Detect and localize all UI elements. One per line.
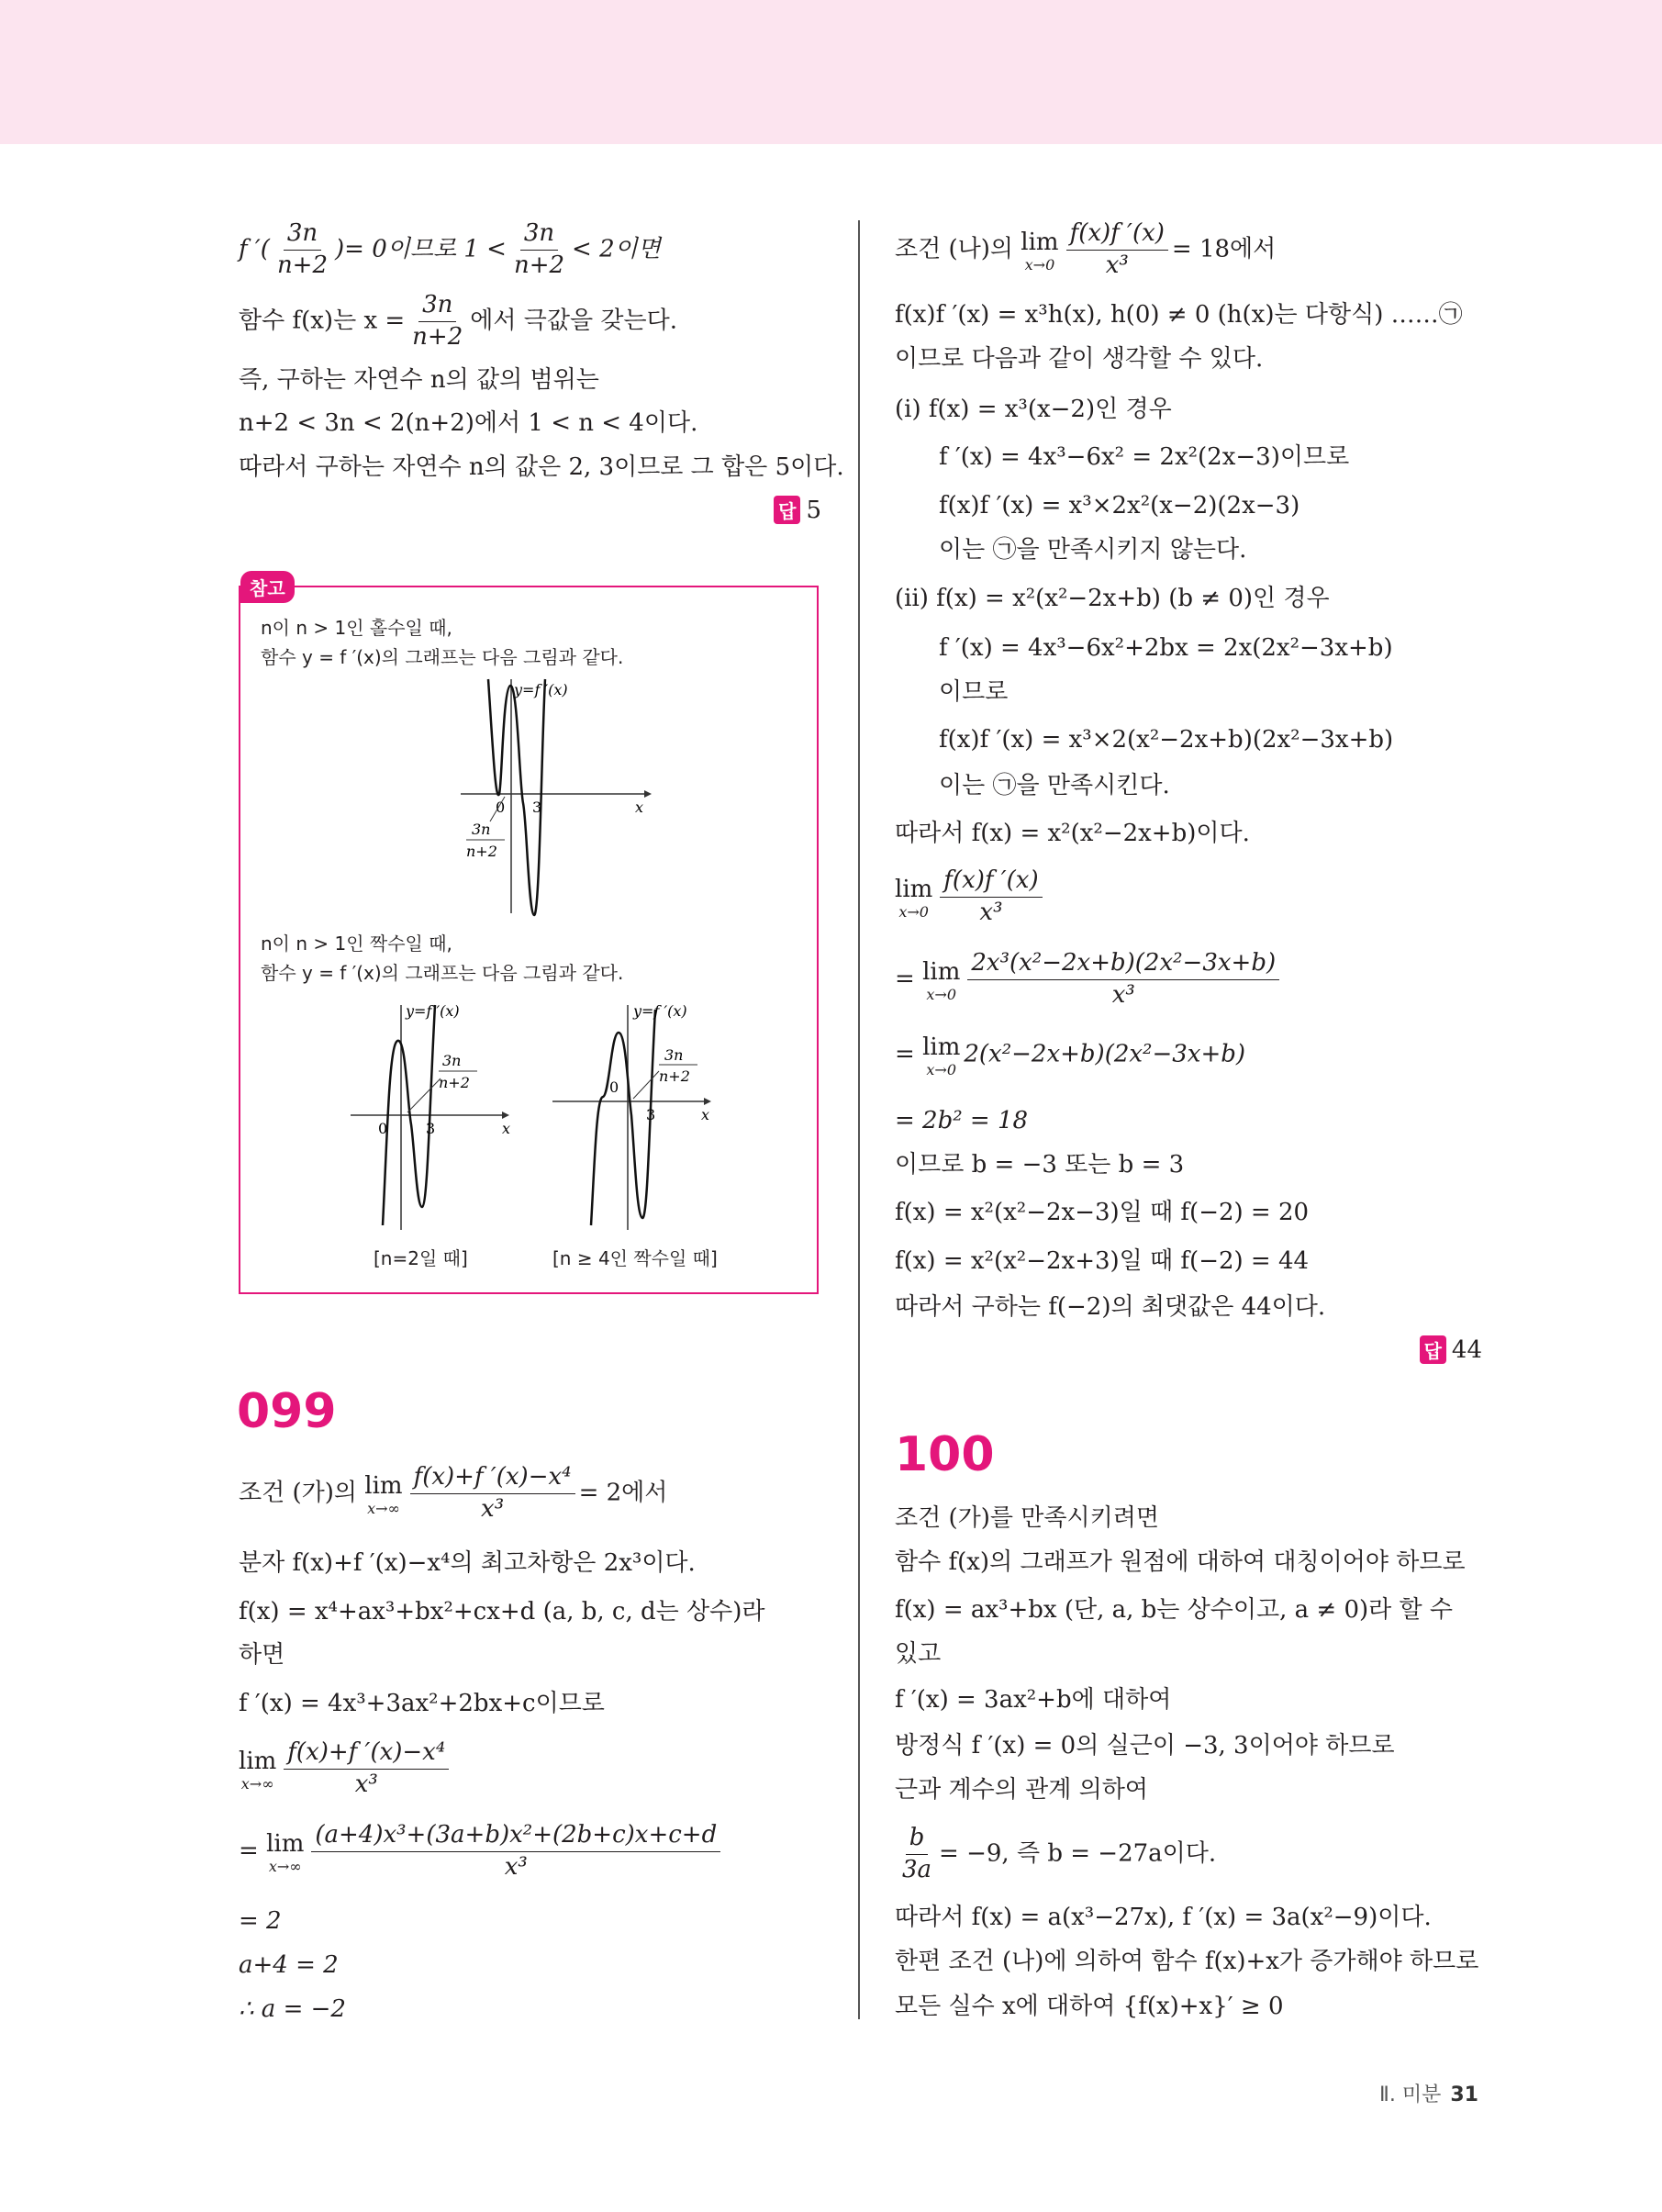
r-b-values: 이므로 b = −3 또는 b = 3	[895, 1151, 1185, 1179]
frac-num: 3n	[442, 1052, 462, 1069]
r-case1-product: f(x)f ′(x) = x³×2x²(x−2)(2x−3)	[939, 492, 1300, 519]
frac-den: n+2	[466, 843, 497, 860]
text-range: 즉, 구하는 자연수 n의 값의 범위는	[239, 366, 599, 394]
origin-label: 0	[609, 1078, 619, 1096]
p100-ratio: $\frac{b}{3a}$ = −9, 즉 b = −27a이다.	[902, 1824, 1217, 1883]
p100-condition: 조건 (가)를 만족시키려면	[895, 1504, 1159, 1532]
graph-label: y=f ′(x)	[633, 1002, 687, 1020]
r-case2-product: f(x)f ′(x) = x³×2(x²−2x+b)(2x²−3x+b)	[939, 726, 1394, 754]
p100-increasing: 한편 조건 (나)에 의하여 함수 f(x)+x가 증가해야 하므로	[895, 1948, 1479, 1975]
section-label: Ⅱ. 미분	[1379, 2084, 1442, 2106]
p099-poly: f(x) = x⁴+ax³+bx²+cx+d (a, b, c, d는 상수)라	[239, 1598, 765, 1625]
top-header-band	[0, 0, 1662, 144]
p099-then: 하면	[239, 1641, 285, 1669]
r-conclusion: 따라서 f(x) = x²(x²−2x+b)이다.	[895, 820, 1250, 847]
caption-n4: [n ≥ 4인 짝수일 때]	[552, 1247, 718, 1269]
problem-number-100: 100	[895, 1427, 995, 1482]
r-case2-ok: 이는 ㉠을 만족시킨다.	[939, 772, 1170, 799]
note-even-line2: 함수 y = f ′(x)의 그래프는 다음 그림과 같다.	[261, 962, 624, 984]
r-case2-deriv: f ′(x) = 4x³−6x²+2bx = 2x(2x²−3x+b)	[939, 634, 1393, 662]
frac-den: n+2	[659, 1067, 690, 1085]
p100-and: 있고	[895, 1640, 942, 1668]
text-inequality: n+2 < 3n < 2(n+2)에서 1 < n < 4이다.	[239, 409, 698, 437]
text-extremum: 함수 f(x)는 x = $\frac{3n}{n+2}$ 에서 극값을 갖는다.	[239, 291, 677, 351]
frac-num: 3n	[472, 821, 491, 838]
r-case2-so: 이므로	[939, 678, 1009, 706]
frac-num: 3n	[664, 1046, 684, 1064]
p099-leading-term: 분자 f(x)+f ′(x)−x⁴의 최고차항은 2x³이다.	[239, 1549, 696, 1577]
p099-a-eq: a+4 = 2	[239, 1951, 339, 1979]
x-axis-arrow	[502, 1112, 509, 1119]
graph-odd	[452, 675, 672, 922]
r-case1: (ⅰ) f(x) = x³(x−2)인 경우	[895, 396, 1172, 423]
pointer-line	[633, 1071, 659, 1099]
note-even-line1: n이 n > 1인 짝수일 때,	[261, 933, 452, 955]
r-limit: lim x→0 $\frac{f(x)f '(x)}{\text{x³}}$	[895, 867, 1046, 927]
column-divider	[858, 220, 860, 2019]
page-footer	[1379, 2079, 1478, 2107]
graph-even-n4	[552, 996, 736, 1234]
r-limit-expanded: = lim x→0 $\frac{\text{2x³(x²−2x+b)(2x²−3x+b)}}{\text{x³}}$	[895, 950, 1283, 1010]
x-label: x	[635, 799, 644, 816]
x-axis-arrow	[644, 790, 652, 798]
x-axis-arrow	[704, 1098, 711, 1105]
problem-number-099: 099	[237, 1384, 337, 1439]
r-condition: 조건 (나)의 lim x→0 $\frac{f(x)f '(x)}{\text{x³}}$ = 18에서	[895, 219, 1277, 279]
graph-label: y=f ′(x)	[406, 1002, 460, 1020]
frac-den: n+2	[439, 1074, 470, 1091]
p100-form: f(x) = ax³+bx (단, a, b는 상수이고, a ≠ 0)라 할 수	[895, 1596, 1454, 1624]
text-sum: 따라서 구하는 자연수 n의 값은 2, 3이므로 그 합은 5이다.	[239, 453, 844, 481]
note-odd-line2: 함수 y = f ′(x)의 그래프는 다음 그림과 같다.	[261, 646, 624, 668]
p099-limit: lim x→∞ $\frac{\text{f(x)+f ′(x)−x⁴}}{\text{x³}}$	[239, 1739, 452, 1799]
answer-098-right: 답 44	[1420, 1335, 1482, 1364]
x-label: x	[701, 1106, 710, 1123]
note-box	[239, 577, 819, 1294]
r-think: 이므로 다음과 같이 생각할 수 있다.	[895, 345, 1264, 373]
r-b-square: = 2b² = 18	[895, 1107, 1029, 1134]
origin-label: 0	[378, 1120, 388, 1137]
r-factor: f(x)f ′(x) = x³h(x), h(0) ≠ 0 (h(x)는 다항식) ……㉠	[895, 301, 1463, 329]
pointer-line	[407, 1078, 441, 1112]
answer-098: 답 5	[774, 496, 821, 524]
tick-3: 3	[426, 1120, 436, 1137]
p100-vieta: 근과 계수의 관계 의하여	[895, 1776, 1148, 1804]
tick-3: 3	[646, 1106, 656, 1123]
graph-label: y=f ′(x)	[514, 681, 568, 698]
r-limit-simplified: = lim x→0 2(x²−2x+b)(2x²−3x+b)	[895, 1033, 1246, 1078]
r-case1-deriv: f ′(x) = 4x³−6x² = 2x²(2x−3)이므로	[939, 443, 1350, 471]
p099-condition: 조건 (가)의 lim x→∞ $\frac{\text{f(x)+f ′(x)−x⁴}}{\text{x³}}$ = 2에서	[239, 1463, 668, 1523]
caption-n2: [n=2일 때]	[374, 1247, 468, 1269]
r-value-20: f(x) = x²(x²−2x−3)일 때 f(−2) = 20	[895, 1199, 1310, 1226]
r-case2: (ⅱ) f(x) = x²(x²−2x+b) (b ≠ 0)인 경우	[895, 585, 1330, 612]
p100-roots: 방정식 f ′(x) = 0의 실근이 −3, 3이어야 하므로	[895, 1732, 1395, 1760]
r-case1-fail: 이는 ㉠을 만족시키지 않는다.	[939, 536, 1247, 564]
r-value-44: f(x) = x²(x²−2x+3)일 때 f(−2) = 44	[895, 1247, 1310, 1275]
p100-inequality: 모든 실수 x에 대하여 {f(x)+x}′ ≥ 0	[895, 1993, 1284, 2020]
p100-symmetry: 함수 f(x)의 그래프가 원점에 대하여 대칭이어야 하므로	[895, 1548, 1466, 1576]
note-odd-line1: n이 n > 1인 홀수일 때,	[261, 617, 452, 639]
note-tab: 참고	[240, 571, 295, 603]
graph-even-n2	[341, 996, 525, 1234]
eq-derivative-zero: f ′( $\frac{3n}{n+2}$ )= 0이므로 1 < $\frac{3n}{n+2}$ < 2이면	[239, 219, 661, 279]
origin-label: 0	[496, 799, 506, 816]
x-label: x	[502, 1120, 511, 1137]
curve-fprime-odd	[488, 679, 545, 915]
p099-eq2: = 2	[239, 1907, 282, 1935]
p100-derivative: f ′(x) = 3ax²+b에 대하여	[895, 1686, 1172, 1714]
page-number: 31	[1450, 2084, 1478, 2106]
p099-limit-expanded: = lim x→∞ $\frac{\text{(a+4)x³+(3a+b)x²+(2b+c)x+c+d}}{\text{x³}}$	[239, 1822, 724, 1882]
r-max: 따라서 구하는 f(−2)의 최댓값은 44이다.	[895, 1293, 1326, 1321]
p100-fx: 따라서 f(x) = a(x³−27x), f ′(x) = 3a(x²−9)이다.	[895, 1904, 1432, 1931]
p099-result: ∴ a = −2	[239, 1995, 346, 2023]
tick-3: 3	[532, 799, 542, 816]
p099-derivative: f ′(x) = 4x³+3ax²+2bx+c이므로	[239, 1690, 605, 1717]
